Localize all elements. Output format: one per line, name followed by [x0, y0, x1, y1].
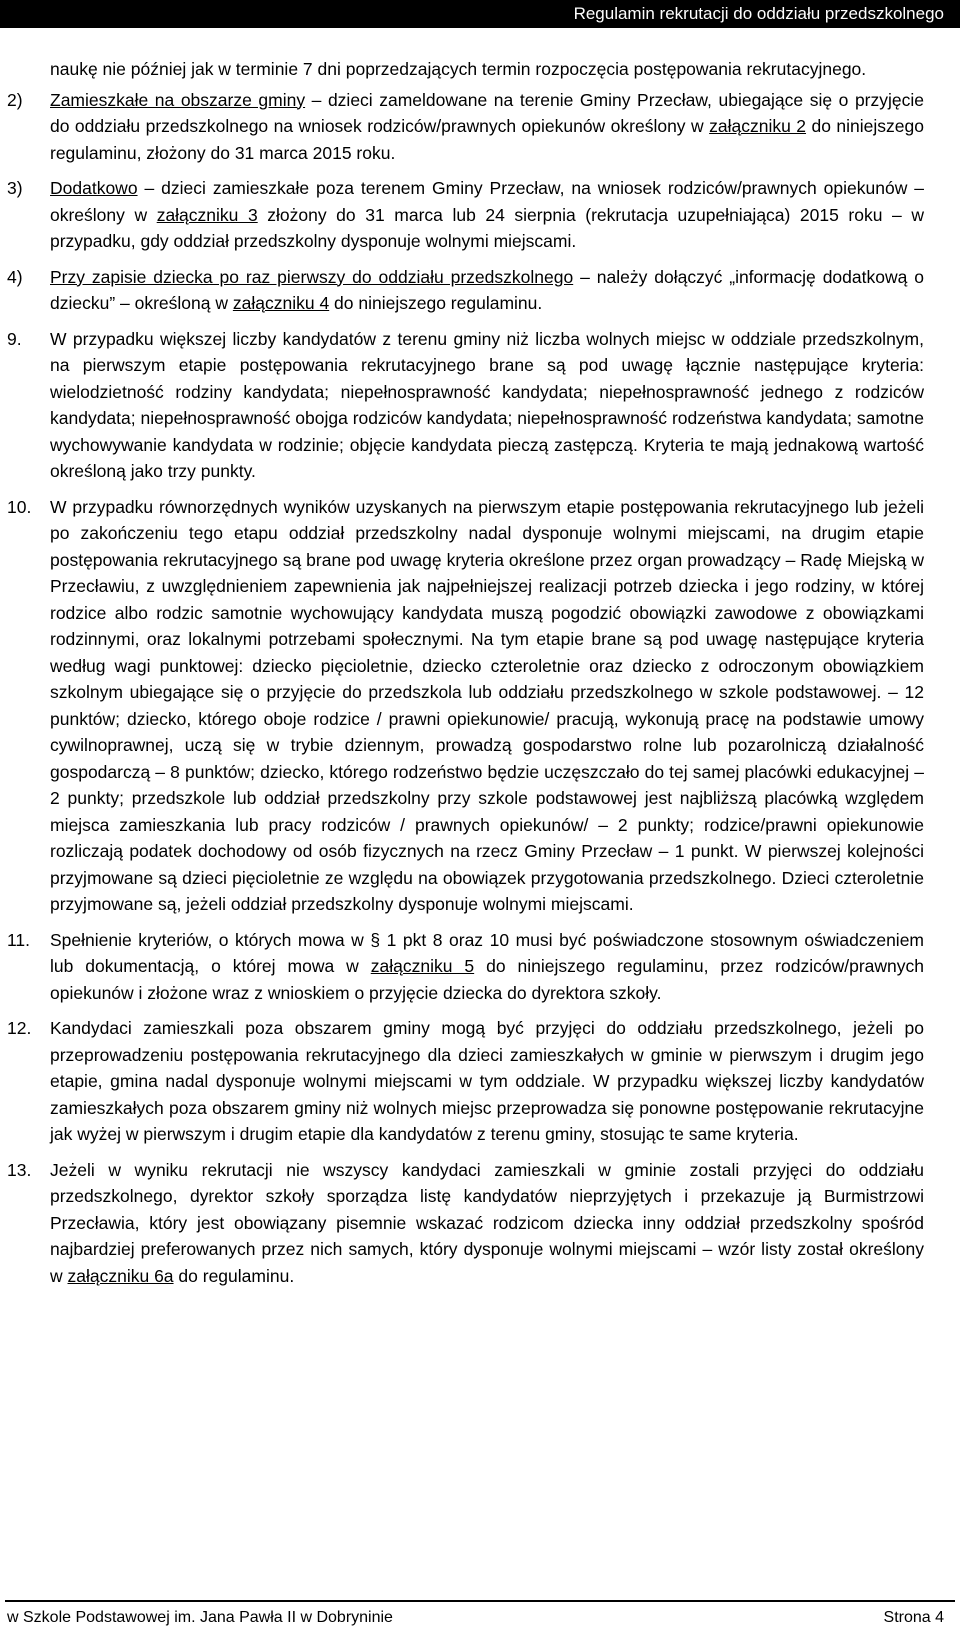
- section-number: 11.: [7, 929, 31, 950]
- page-number: Strona 4: [883, 1609, 944, 1626]
- section-number: 10.: [7, 496, 32, 517]
- list-item-2: [0, 87, 960, 167]
- section-13: [0, 1157, 960, 1290]
- list-item-3: [0, 175, 960, 255]
- section-text: [50, 927, 924, 1007]
- header-title: Regulamin rekrutacji do oddziału przedszkolnego: [573, 4, 944, 23]
- attachment-reference: załączniku 5: [370, 956, 475, 976]
- text-segment: do regulaminu.: [173, 1265, 295, 1286]
- list-item-text: [50, 264, 924, 317]
- section-number: 13.: [7, 1159, 32, 1180]
- footer-divider: [5, 1600, 955, 1602]
- section-text: W przypadku równorzędnych wyników uzyskanych na pierwszym etapie postępowania rekrutacyjnego lub jeżeli po zakończeniu tego etapu oddział przedszkolny nadal dysponuje wolnymi miejscami, na drugim etapie postępowania rekrutacyjnego są brane pod uwagę kryteria określone przez organ prowadzący – Radę Miejską w Przecławiu, z uwzględnieniem zapewnienia jak najpełniejszej realizacji potrzeb dziecka i jego rodziny, w której rodzice albo rodzic samotnie wychowujący kandydata muszą pogodzić obowiązki zawodowe z obowiązkami rodzinnymi, oraz lokalnymi potrzebami społecznymi. Na tym etapie brane są pod uwagę następujące kryteria według wagi punktowej: dziecko pięcioletnie, dziecko czteroletnie oraz dziecko z odroczonym obowiązkiem szkolnym ubiegające się o przyjęcie do przedszkola lub oddziału przedszkolnego w szkole podstawowej. – 12 punktów; dziecko, którego oboje rodzice / prawni opiekunowie/ pracują, wykonują pracę na podstawie umowy cywilnoprawnej, uczą się w trybie dziennym, prowadzą gospodarstwo rolne lub pozarolniczą działalność gospodarczą – 8 punktów; dziecko, którego rodzeństwo będzie uczęszczało do tej samej placówki edukacyjnej – 2 punkty; przedszkole lub oddział przedszkolny przy szkole podstawowej jest najbliższą placówką względem miejsca zamieszkania lub pracy rodziców / prawnych opiekunów/ – 2 punkty; rodzice/prawni opiekunowie rozliczają podatek dochodowy od osób fizycznych na rzecz Gminy Przecław – 1 punkt. W pierwszej kolejności przyjmowane są dzieci pięcioletnie ze względu na obowiązek przygotowania przedszkolnego. Dzieci czteroletnie przyjmowane są, jeżeli oddział przedszkolny dysponuje wolnymi miejscami.: [50, 496, 924, 914]
- underlined-term: Zamieszkałe na obszarze gminy: [50, 89, 306, 110]
- text-segment: Jeżeli w wyniku rekrutacji nie wszyscy kandydaci zamieszkali w gminie zostali przyjęci do oddziału przedszkolnego, dyrektor szkoły sporządza listę kandydatów nieprzyjętych i przekazuje ją Burmistrzowi Przecławia, który jest obowiązany pisemnie wskazać rodzicom dziecka inny oddział przedszkolny spośród najbardziej preferowanych przez nich samych, który dysponuje wolnymi miejscami – wzór listy został określony w: [50, 1159, 924, 1286]
- section-number: 12.: [7, 1018, 32, 1038]
- list-item-text: [50, 175, 924, 255]
- text-segment: – dzieci zamieszkałe poza terenem Gminy Przecław, na wniosek rodziców/prawnych opiekunów – określony w: [50, 178, 924, 225]
- paragraph-continuation: [0, 56, 960, 83]
- paragraph-text: naukę nie później jak w terminie 7 dni poprzedzających termin rozpoczęcia postępowania rekrutacyjnego.: [50, 59, 867, 79]
- attachment-reference: załączniku 3: [156, 204, 258, 225]
- section-number: 9.: [7, 328, 22, 349]
- document-body: [0, 56, 960, 1289]
- list-number: 2): [7, 89, 23, 110]
- attachment-reference: załączniku 2: [709, 116, 807, 136]
- section-12: [0, 1015, 960, 1148]
- text-segment: do niniejszego regulaminu, złożony do 31 marca 2015 roku.: [50, 116, 924, 163]
- section-text: Kandydaci zamieszkali poza obszarem gminy mogą być przyjęci do oddziału przedszkolnego, jeżeli po przeprowadzeniu postępowania rekrutacyjnego dla dzieci zamieszkałych w gminie w pierwszym i drugim jego etapie, gmina nadal dysponuje wolnymi miejscami w tym oddziale. W przypadku większej liczby kandydatów zamieszkałych poza obszarem gminy niż wolnych miejsc przeprowadza się ponowne postępowanie rekrutacyjne jak wyżej w pierwszym i drugim etapie dla kandydatów z terenu gminy, stosując te same kryteria.: [50, 1018, 924, 1144]
- section-10: [0, 494, 960, 918]
- attachment-reference: załączniku 6a: [67, 1265, 174, 1286]
- underlined-term: Przy zapisie dziecka po raz pierwszy do oddziału przedszkolnego: [50, 266, 574, 287]
- text-segment: złożony do 31 marca lub 24 sierpnia (rekrutacja uzupełniająca) 2015 roku – w przypadku, gdy oddział przedszkolny dysponuje wolnymi miejscami.: [50, 204, 924, 251]
- footer-school-name: w Szkole Podstawowej im. Jana Pawła II w Dobryninie: [7, 1609, 393, 1626]
- list-item-4: [0, 264, 960, 317]
- section-text: W przypadku większej liczby kandydatów z terenu gminy niż liczba wolnych miejsc w oddziale przedszkolnym, na pierwszym etapie postępowania rekrutacyjnego brane są pod uwagę łącznie następujące kryteria: wielodzietność rodziny kandydata; niepełnosprawność kandydata; niepełnosprawność jednego z rodziców kandydata; niepełnosprawność obojga rodziców kandydata; niepełnosprawność rodzeństwa kandydata; samotne wychowywanie kandydata w rodzinie; objęcie kandydata pieczą zastępczą. Kryteria te mają jednakową wartość określoną jako trzy punkty.: [50, 328, 924, 481]
- text-segment: do niniejszego regulaminu.: [329, 293, 543, 313]
- list-number: 3): [7, 178, 23, 198]
- text-segment: Spełnienie kryteriów, o których mowa w § 1 pkt 8 oraz 10 musi być poświadczone stosownym oświadczeniem lub dokumentacją, o której mowa w: [50, 929, 924, 976]
- text-segment: – należy dołączyć „informację dodatkową o dziecku” – określoną w: [50, 266, 924, 313]
- list-item-text: [50, 87, 924, 167]
- page-header: [0, 0, 960, 28]
- text-segment: – dzieci zameldowane na terenie Gminy Przecław, ubiegające się o przyjęcie do oddziału przedszkolnego na wniosek rodziców/prawnych opiekunów określony w: [50, 89, 924, 136]
- section-11: [0, 927, 960, 1007]
- text-segment: do niniejszego regulaminu, przez rodziców/prawnych opiekunów i złożone wraz z wnioskiem o przyjęcie dziecka do dyrektora szkoły.: [50, 956, 924, 1003]
- underlined-term: Dodatkowo: [50, 178, 138, 198]
- section-9: [0, 326, 960, 485]
- list-number: 4): [7, 266, 23, 287]
- attachment-reference: załączniku 4: [232, 293, 330, 313]
- section-text: [50, 1157, 924, 1290]
